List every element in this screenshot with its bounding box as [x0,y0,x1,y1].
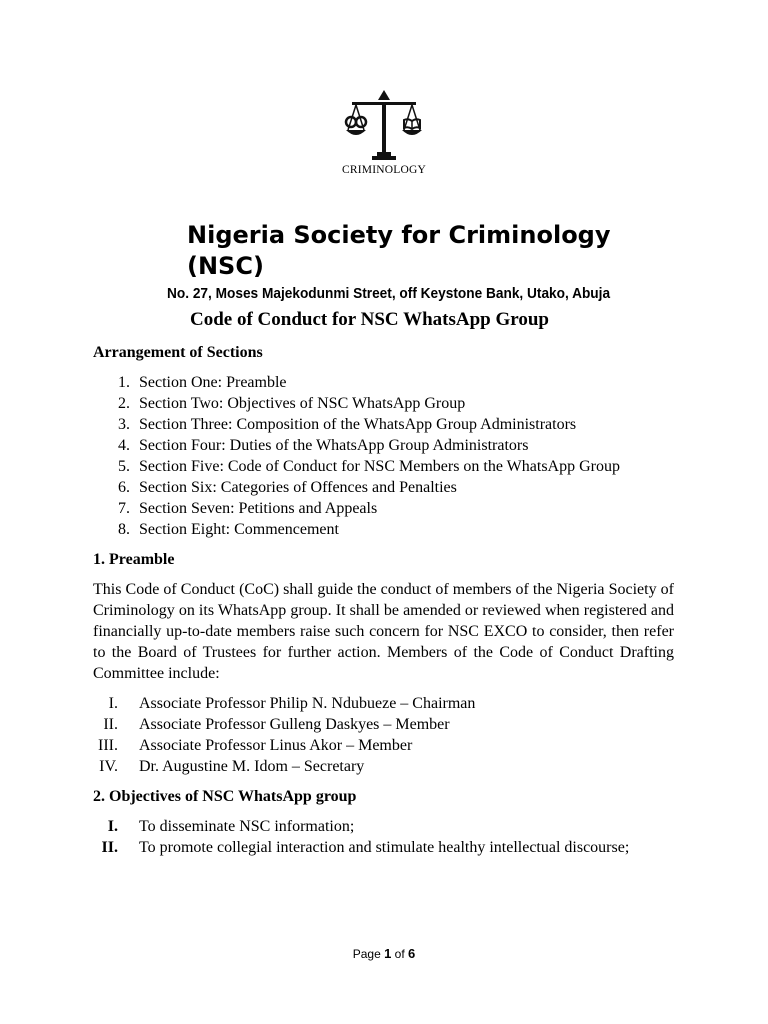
objectives-list [93,816,674,858]
list-number: II. [103,716,118,733]
list-number: 2. [118,395,130,412]
page-number: 1 [384,946,392,961]
list-text: Associate Professor Linus Akor – Member [139,737,413,754]
list-item [93,372,674,393]
page-footer [0,946,768,961]
logo-caption: CRIMINOLOGY [342,164,426,176]
list-number: 8. [118,521,130,538]
list-number: 4. [118,437,130,454]
objectives-heading: 2. Objectives of NSC WhatsApp group [93,788,357,805]
list-text: To disseminate NSC information; [139,818,355,835]
list-text: Section Six: Categories of Offences and Penalties [139,479,457,496]
list-number: 7. [118,500,130,517]
list-item [93,735,674,756]
list-item [93,498,674,519]
committee-list [93,693,674,777]
list-text: Associate Professor Gulleng Daskyes – Member [139,716,450,733]
page-label: Page [352,947,381,961]
list-item [93,393,674,414]
list-text: Section Five: Code of Conduct for NSC Members on the WhatsApp Group [139,458,620,475]
list-number: 5. [118,458,130,475]
list-number: III. [98,737,118,754]
list-item [93,816,674,837]
of-label: of [394,947,405,961]
list-item [93,456,674,477]
list-item [93,837,674,858]
list-item [93,435,674,456]
arrangement-heading: Arrangement of Sections [93,344,263,361]
page-total: 6 [408,946,416,961]
list-number: 3. [118,416,130,433]
document-title: Code of Conduct for NSC WhatsApp Group [190,309,549,330]
list-text: Dr. Augustine M. Idom – Secretary [139,758,365,775]
document-body [93,342,674,858]
preamble-paragraph: This Code of Conduct (CoC) shall guide the conduct of members of the Nigeria Society of Criminology on its WhatsApp group. It shall be amended or reviewed when registered and financially up-to-date members raise such concern for NSC EXCO to consider, then refer to the Board of Trustees for further action. Members of the Code of Conduct Drafting Committee include: [93,581,674,682]
arrangement-list [93,372,674,540]
list-number: IV. [99,758,118,775]
list-number: 1. [118,374,130,391]
list-item [93,756,674,777]
list-text: Associate Professor Philip N. Ndubueze – Chairman [139,695,476,712]
list-text: To promote collegial interaction and stimulate healthy intellectual discourse; [139,839,630,856]
list-number: 6. [118,479,130,496]
list-text: Section One: Preamble [139,374,287,391]
list-number: II. [101,839,118,856]
organization-title: Nigeria Society for Criminology (NSC) [187,221,611,280]
criminology-logo [322,88,446,182]
organization-address: No. 27, Moses Majekodunmi Street, off Keystone Bank, Utako, Abuja [167,285,611,302]
list-item [93,714,674,735]
list-number: I. [108,695,118,712]
list-text: Section Eight: Commencement [139,521,339,538]
scales-of-justice-with-book-icon [342,88,426,162]
list-text: Section Two: Objectives of NSC WhatsApp Group [139,395,466,412]
list-item [93,519,674,540]
list-number: I. [107,818,118,835]
list-item [93,477,674,498]
list-text: Section Seven: Petitions and Appeals [139,500,378,517]
list-text: Section Four: Duties of the WhatsApp Group Administrators [139,437,529,454]
list-text: Section Three: Composition of the WhatsApp Group Administrators [139,416,577,433]
preamble-heading: 1. Preamble [93,551,175,568]
list-item [93,414,674,435]
list-item [93,693,674,714]
